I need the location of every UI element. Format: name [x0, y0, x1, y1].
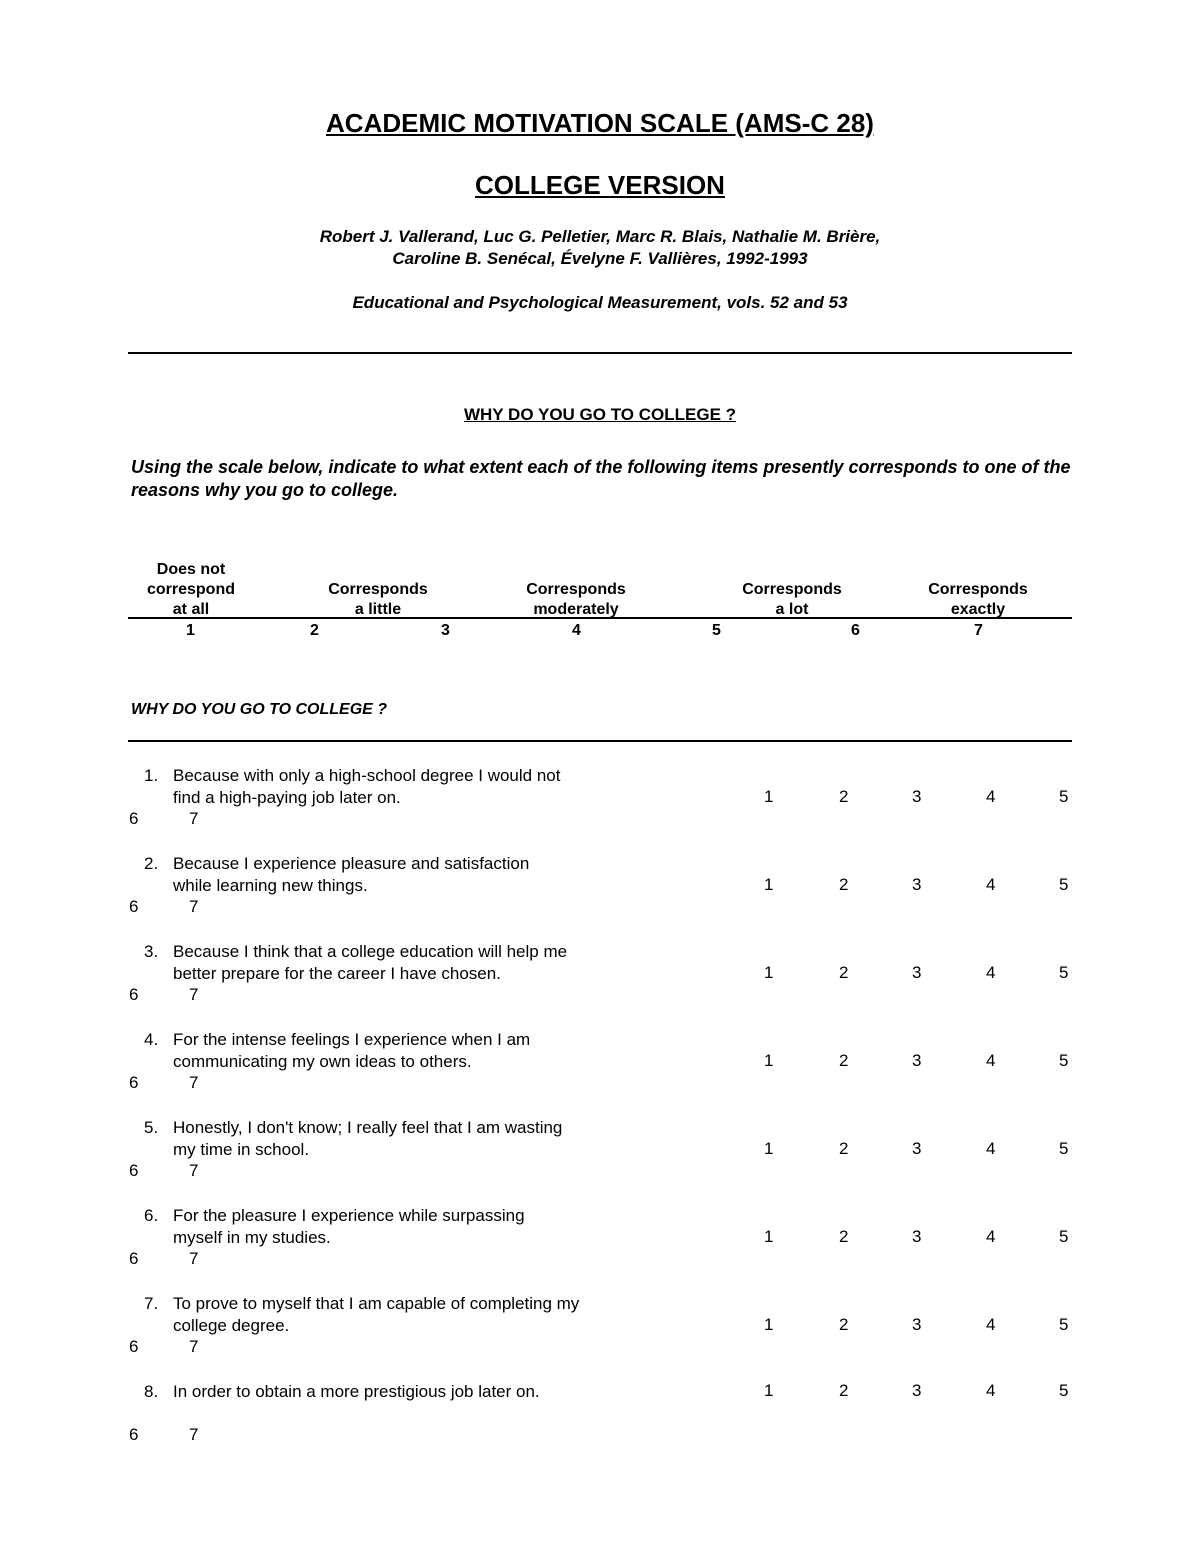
- response-option-6[interactable]: 6: [129, 985, 139, 1004]
- response-option-5[interactable]: 5: [1059, 787, 1069, 806]
- response-option-5[interactable]: 5: [1059, 1227, 1069, 1246]
- response-option-6[interactable]: 6: [129, 1425, 139, 1444]
- response-option-4[interactable]: 4: [986, 875, 996, 894]
- response-option-2[interactable]: 2: [839, 1227, 849, 1246]
- response-option-6[interactable]: 6: [129, 1249, 139, 1268]
- item-number: 8.: [144, 1382, 159, 1401]
- document-title: ACADEMIC MOTIVATION SCALE (AMS-C 28): [326, 108, 874, 138]
- item-text-line-1: For the intense feelings I experience when I am: [173, 1030, 531, 1049]
- response-option-5[interactable]: 5: [1059, 1051, 1069, 1070]
- response-option-4[interactable]: 4: [986, 787, 996, 806]
- scale-label-corresponds-exactly: Corresponds exactly: [928, 581, 1028, 618]
- response-option-4[interactable]: 4: [986, 1315, 996, 1334]
- scale-label-corresponds-a-little: Corresponds a little: [328, 581, 428, 618]
- response-option-3[interactable]: 3: [912, 875, 922, 894]
- response-option-2[interactable]: 2: [839, 1139, 849, 1158]
- document-subtitle: COLLEGE VERSION: [475, 170, 725, 200]
- scale-number: 6: [851, 622, 860, 639]
- response-option-2[interactable]: 2: [839, 875, 849, 894]
- response-option-2[interactable]: 2: [839, 1381, 849, 1400]
- section-heading: WHY DO YOU GO TO COLLEGE ?: [131, 701, 388, 718]
- item-text-line-2: while learning new things.: [173, 876, 368, 895]
- response-option-4[interactable]: 4: [986, 1051, 996, 1070]
- item-text-line-2: college degree.: [173, 1316, 290, 1335]
- question-heading: WHY DO YOU GO TO COLLEGE ?: [463, 405, 737, 424]
- response-option-7[interactable]: 7: [189, 1073, 199, 1092]
- response-option-1[interactable]: 1: [764, 963, 774, 982]
- response-option-6[interactable]: 6: [129, 809, 139, 828]
- item-number: 6.: [144, 1206, 159, 1225]
- response-option-3[interactable]: 3: [912, 1051, 922, 1070]
- response-option-3[interactable]: 3: [912, 1139, 922, 1158]
- response-option-5[interactable]: 5: [1059, 875, 1069, 894]
- response-option-6[interactable]: 6: [129, 897, 139, 916]
- item-text-line-1: In order to obtain a more prestigious job later on.: [173, 1382, 540, 1401]
- response-option-4[interactable]: 4: [986, 1227, 996, 1246]
- item-number: 4.: [144, 1030, 159, 1049]
- response-option-2[interactable]: 2: [839, 787, 849, 806]
- scale-label-does-not-correspond: Does not correspond at all: [146, 561, 235, 618]
- scale-number: 4: [572, 622, 581, 639]
- item-text-line-2: find a high-paying job later on.: [173, 788, 401, 807]
- response-option-4[interactable]: 4: [986, 1381, 996, 1400]
- response-option-6[interactable]: 6: [129, 1337, 139, 1356]
- item-text-line-1: Because with only a high-school degree I would not: [173, 766, 561, 785]
- scale-number: 5: [712, 622, 721, 639]
- item-text-line-1: For the pleasure I experience while surpassing: [173, 1206, 525, 1225]
- response-option-1[interactable]: 1: [764, 1139, 774, 1158]
- scale-number: 2: [310, 622, 319, 639]
- response-option-7[interactable]: 7: [189, 1425, 199, 1444]
- response-option-1[interactable]: 1: [764, 1315, 774, 1334]
- response-option-6[interactable]: 6: [129, 1073, 139, 1092]
- item-text-line-1: Honestly, I don't know; I really feel that I am wasting: [173, 1118, 563, 1137]
- response-option-3[interactable]: 3: [912, 787, 922, 806]
- item-number: 2.: [144, 854, 159, 873]
- response-option-7[interactable]: 7: [189, 1337, 199, 1356]
- instructions: Using the scale below, indicate to what extent each of the following items presently corresponds to one of the reasons why you go to college.: [131, 457, 1071, 500]
- response-option-5[interactable]: 5: [1059, 963, 1069, 982]
- response-option-2[interactable]: 2: [839, 1051, 849, 1070]
- scale-number: 1: [186, 622, 195, 639]
- item-number: 5.: [144, 1118, 159, 1137]
- item-number: 3.: [144, 942, 159, 961]
- response-option-3[interactable]: 3: [912, 1381, 922, 1400]
- response-option-5[interactable]: 5: [1059, 1315, 1069, 1334]
- citation: Educational and Psychological Measurement, vols. 52 and 53: [352, 293, 848, 312]
- scale-divider: [128, 617, 1072, 619]
- response-option-1[interactable]: 1: [764, 1227, 774, 1246]
- response-option-1[interactable]: 1: [764, 1051, 774, 1070]
- response-option-7[interactable]: 7: [189, 1249, 199, 1268]
- item-number: 1.: [144, 766, 159, 785]
- response-option-3[interactable]: 3: [912, 1315, 922, 1334]
- response-option-6[interactable]: 6: [129, 1161, 139, 1180]
- item-text-line-2: myself in my studies.: [173, 1228, 331, 1247]
- header-divider: [128, 352, 1072, 354]
- response-option-4[interactable]: 4: [986, 963, 996, 982]
- response-option-1[interactable]: 1: [764, 1381, 774, 1400]
- response-option-1[interactable]: 1: [764, 787, 774, 806]
- response-option-5[interactable]: 5: [1059, 1139, 1069, 1158]
- response-option-2[interactable]: 2: [839, 1315, 849, 1334]
- response-option-7[interactable]: 7: [189, 897, 199, 916]
- response-option-7[interactable]: 7: [189, 985, 199, 1004]
- response-option-1[interactable]: 1: [764, 875, 774, 894]
- scale-number: 3: [441, 622, 450, 639]
- item-text-line-2: better prepare for the career I have chosen.: [173, 964, 501, 983]
- response-option-5[interactable]: 5: [1059, 1381, 1069, 1400]
- section-divider: [128, 740, 1072, 742]
- scale-number: 7: [974, 622, 983, 639]
- item-number: 7.: [144, 1294, 159, 1313]
- scale-label-corresponds-moderately: Corresponds moderately: [526, 581, 626, 618]
- item-text-line-1: Because I think that a college education will help me: [173, 942, 568, 961]
- authors-line-2: Caroline B. Senécal, Évelyne F. Vallières, 1992-1993: [392, 249, 808, 268]
- item-text-line-1: To prove to myself that I am capable of completing my: [173, 1294, 580, 1313]
- response-option-7[interactable]: 7: [189, 809, 199, 828]
- scale-label-corresponds-a-lot: Corresponds a lot: [742, 581, 842, 618]
- authors-line-1: Robert J. Vallerand, Luc G. Pelletier, Marc R. Blais, Nathalie M. Brière,: [319, 227, 881, 246]
- item-text-line-2: communicating my own ideas to others.: [173, 1052, 472, 1071]
- response-option-3[interactable]: 3: [912, 1227, 922, 1246]
- item-text-line-2: my time in school.: [173, 1140, 310, 1159]
- item-text-line-1: Because I experience pleasure and satisfaction: [173, 854, 530, 873]
- response-option-3[interactable]: 3: [912, 963, 922, 982]
- response-option-4[interactable]: 4: [986, 1139, 996, 1158]
- response-option-7[interactable]: 7: [189, 1161, 199, 1180]
- response-option-2[interactable]: 2: [839, 963, 849, 982]
